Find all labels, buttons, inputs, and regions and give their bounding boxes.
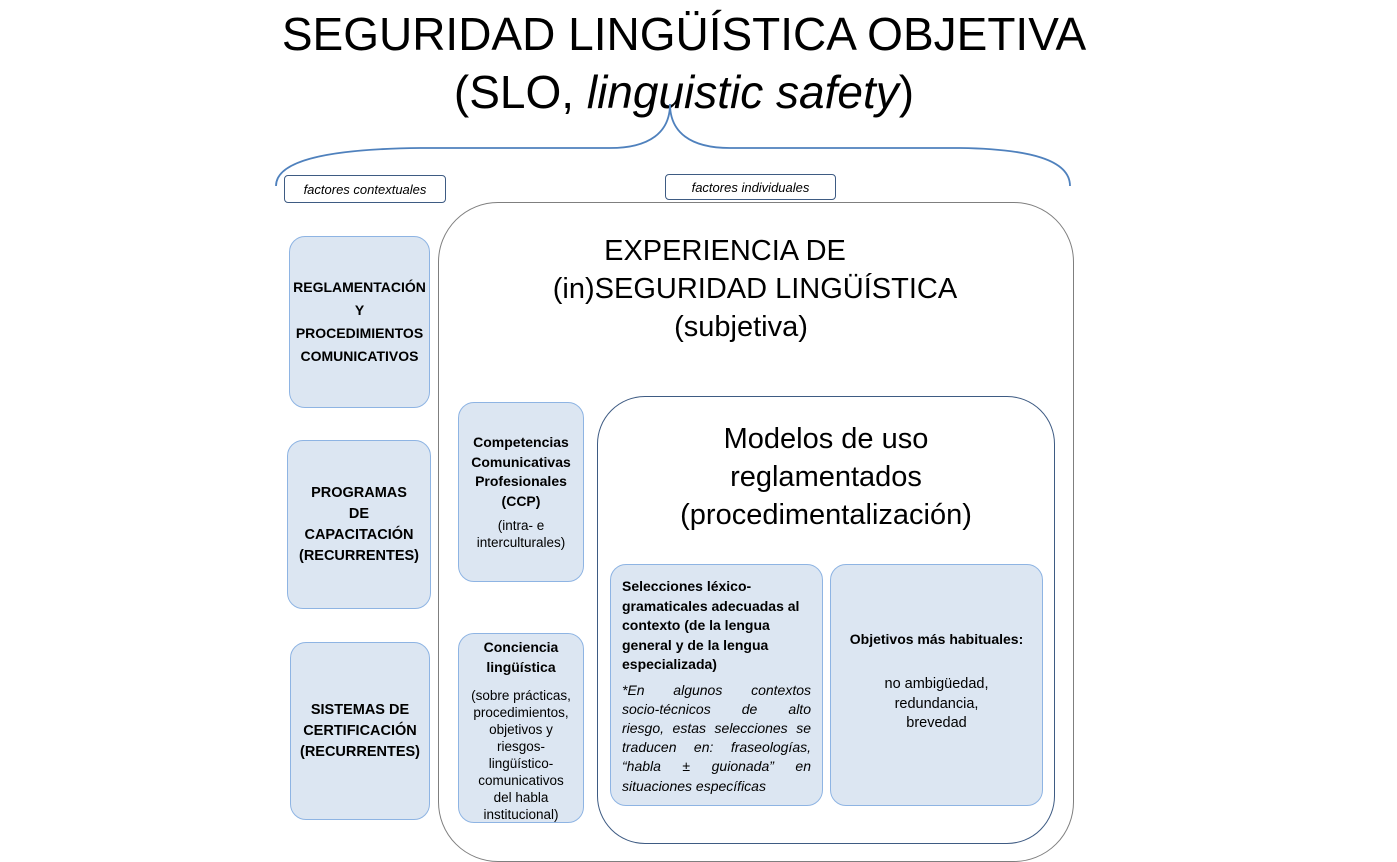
awareness-subtitle: (sobre prácticas, procedimientos, objetivos y riesgos- lingüístico- comunicativos del habla institucional) <box>471 688 571 822</box>
box-regulations-procedures: REGLAMENTACIÓN Y PROCEDIMIENTOS COMUNICATIVOS <box>289 236 430 408</box>
tag-individual-factors: factores individuales <box>665 174 836 200</box>
box-ccp <box>458 402 584 582</box>
ccp-subtitle: (intra- e interculturales) <box>476 518 566 550</box>
box-linguistic-awareness <box>458 633 584 823</box>
objectives-title: Objetivos más habituales: <box>849 631 1024 647</box>
box-training-programs: PROGRAMAS DE CAPACITACIÓN (RECURRENTES) <box>287 440 431 609</box>
objective-item: brevedad <box>906 715 967 731</box>
main-title: SEGURIDAD LINGÜÍSTICA OBJETIVA <box>281 8 1087 60</box>
box-objectives <box>830 564 1043 806</box>
box-certification-systems: SISTEMAS DE CERTIFICACIÓN (RECURRENTES) <box>290 642 430 820</box>
ccp-title: Competencias Comunicativas Profesionales (CCP) <box>471 434 571 509</box>
tag-contextual-factors: factores contextuales <box>284 175 446 203</box>
selections-title: Selecciones léxico- gramaticales adecuadas al contexto (de la lengua general y de la lengua especializada) <box>622 578 800 672</box>
objective-item: no ambigüedad, <box>884 676 989 692</box>
objective-item: redundancia, <box>894 695 979 712</box>
objectives-list <box>831 675 1042 734</box>
models-heading: Modelos de uso reglamentados (procedimentalización) <box>680 423 972 531</box>
awareness-title: Conciencia lingüística <box>483 639 559 675</box>
experience-heading: EXPERIENCIA DE (in)SEGURIDAD LINGÜÍSTICA (subjetiva) <box>552 235 958 343</box>
main-subtitle: (SLO, linguistic safety) <box>453 66 915 118</box>
selections-note: *En algunos contextos socio-técnicos de alto riesgo, estas selecciones se traducen en: fraseologías, “habla ± guionada” en situaciones específicas <box>622 681 811 794</box>
box-lexical-selections <box>610 564 823 806</box>
